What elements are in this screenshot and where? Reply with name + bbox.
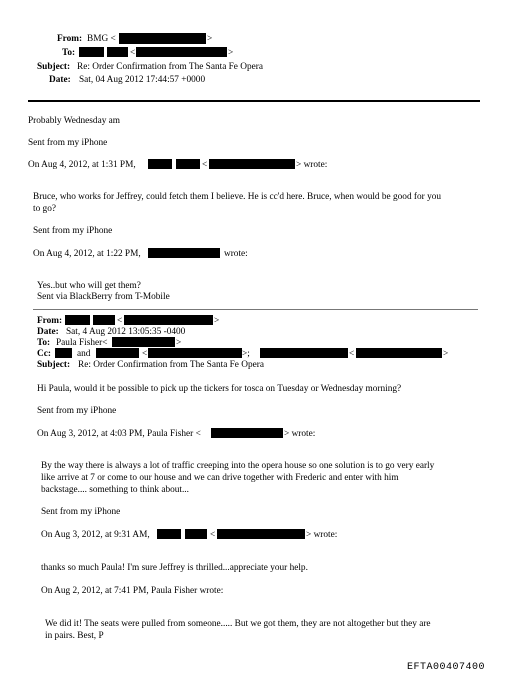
body-text: to go? (33, 204, 56, 214)
inner-date-label: Date: (37, 327, 59, 337)
quote-wrote: wrote: (224, 249, 248, 259)
redaction (79, 47, 104, 57)
quote-header: On Aug 3, 2012, at 9:31 AM, (41, 530, 150, 540)
inner-cc-gt: > (443, 349, 449, 359)
inner-cc-lt2: < (349, 349, 355, 359)
from-value: BMG < (87, 34, 116, 44)
body-text: Hi Paula, would it be possible to pick up the tickers for tosca on Tuesday or Wednesday morning? (37, 384, 402, 394)
quote-header: On Aug 3, 2012, at 4:03 PM, Paula Fisher < (37, 429, 201, 439)
redaction (55, 348, 72, 358)
inner-cc-semi: >; (242, 349, 250, 359)
body-text: Yes..but who will get them? (37, 281, 141, 291)
body-text: Sent from my iPhone (28, 138, 108, 148)
quote-header: On Aug 2, 2012, at 7:41 PM, Paula Fisher wrote: (41, 586, 224, 596)
quote-divider (33, 309, 478, 310)
inner-from-lt: < (117, 316, 123, 326)
redaction (96, 348, 139, 358)
inner-cc-label: Cc: (37, 349, 51, 359)
redaction (148, 159, 172, 169)
inner-to-label: To: (37, 338, 51, 348)
inner-cc-lt: < (142, 349, 148, 359)
body-text: Sent via BlackBerry from T-Mobile (37, 292, 170, 302)
quote-lt: < (202, 160, 208, 170)
inner-to-end: > (176, 338, 182, 348)
redaction (356, 348, 442, 358)
inner-subject-label: Subject: (37, 360, 71, 370)
inner-from-label: From: (37, 316, 63, 326)
redaction (148, 348, 242, 358)
quote-wrote: > wrote: (296, 160, 328, 170)
redaction (124, 315, 213, 325)
body-text: We did it! The seats were pulled from someone..... But we got them, they are not altogether but they are (45, 619, 431, 629)
body-text: in pairs. Best, P (45, 631, 104, 641)
quote-header: On Aug 4, 2012, at 1:22 PM, (33, 249, 141, 259)
redaction (211, 428, 283, 438)
redaction (157, 529, 181, 539)
inner-date-value: Sat, 4 Aug 2012 13:05:35 -0400 (66, 327, 186, 337)
quote-wrote: > wrote: (284, 429, 316, 439)
inner-from-gt: > (214, 316, 220, 326)
from-label: From: (57, 34, 83, 44)
quote-lt: < (210, 530, 216, 540)
date-label: Date: (49, 75, 71, 85)
redaction (217, 529, 305, 539)
subject-label: Subject: (37, 62, 71, 72)
body-text: Sent from my iPhone (41, 507, 121, 517)
redaction (209, 159, 295, 169)
date-value: Sat, 04 Aug 2012 17:44:57 +0000 (79, 75, 206, 85)
redaction (176, 159, 200, 169)
body-text: Sent from my iPhone (37, 406, 117, 416)
from-end: > (207, 34, 213, 44)
redaction (112, 337, 175, 347)
redaction (107, 47, 128, 57)
to-lt: < (130, 48, 136, 58)
header-divider (28, 100, 480, 102)
inner-cc-and: and (77, 349, 91, 359)
inner-to-value: Paula Fisher< (56, 338, 108, 348)
subject-value: Re: Order Confirmation from The Santa Fe Opera (77, 62, 263, 72)
redaction (93, 315, 115, 325)
inner-subject-value: Re: Order Confirmation from The Santa Fe Opera (78, 360, 264, 370)
redaction (185, 529, 207, 539)
redaction (119, 33, 206, 44)
quote-wrote: > wrote: (306, 530, 338, 540)
redaction (65, 315, 90, 325)
body-text: By the way there is always a lot of traffic creeping into the opera house so one solution is to go very early (41, 461, 435, 471)
to-label: To: (62, 48, 76, 58)
quote-header: On Aug 4, 2012, at 1:31 PM, (28, 160, 136, 170)
body-text: Probably Wednesday am (28, 116, 121, 126)
redaction (260, 348, 348, 358)
body-text: like arrive at 7 or come to our house and we can drive together with Frederic and enter with him (41, 473, 399, 483)
body-text: Bruce, who works for Jeffrey, could fetch them I believe. He is cc'd here. Bruce, when would be good for you (33, 192, 442, 202)
body-text: backstage.... something to think about... (41, 485, 189, 495)
to-end: > (228, 48, 234, 58)
body-text: Sent from my iPhone (33, 226, 113, 236)
document-id: EFTA00407400 (407, 662, 486, 673)
redaction (136, 47, 227, 57)
body-text: thanks so much Paula! I'm sure Jeffrey is thrilled...appreciate your help. (41, 563, 308, 573)
redaction (148, 248, 220, 258)
